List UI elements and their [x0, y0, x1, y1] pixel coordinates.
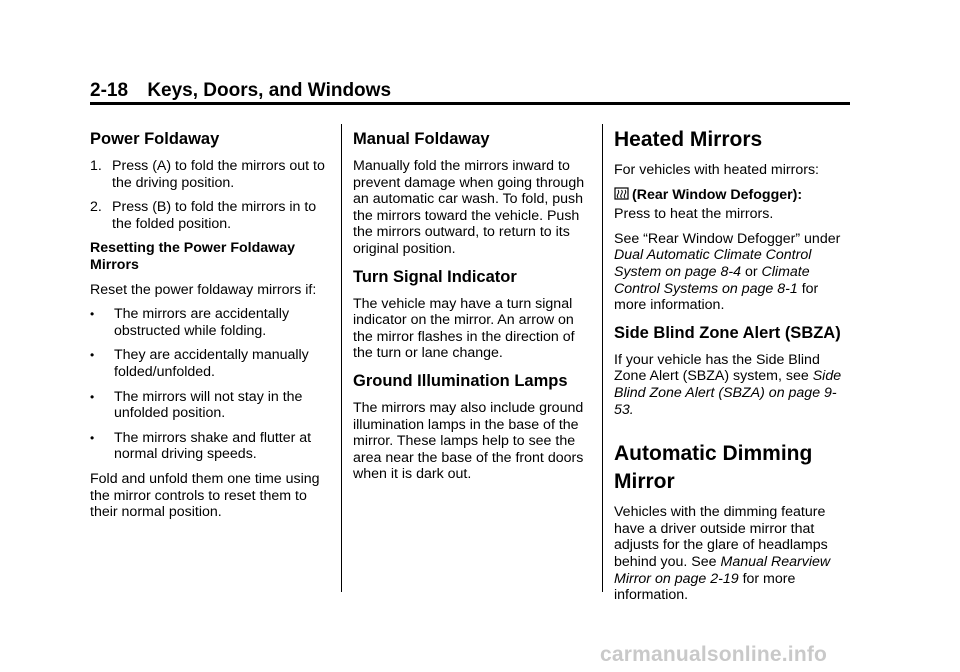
section-title: Keys, Doors, and Windows [147, 80, 392, 101]
sbza-prefix: If your vehicle has the Side Blind Zone Alert (SBZA) system, see [614, 351, 820, 385]
turn-signal-heading: Turn Signal Indicator [353, 267, 517, 286]
resetting-heading: Resetting the Power Foldaway Mirrors [90, 240, 295, 273]
bullet-icon: • [90, 430, 95, 445]
see-suffix: for more information. [614, 280, 819, 314]
sbza-paragraph [614, 352, 854, 418]
fold-text: Fold and unfold them one time using the mirror controls to reset them to their normal position. [90, 470, 320, 521]
auto-dimming-paragraph [614, 504, 854, 604]
defog-paragraph [614, 187, 854, 223]
bullet-list [90, 306, 330, 463]
list-item [90, 158, 330, 191]
auto-suffix: for more information. [614, 570, 796, 604]
list-item [90, 199, 330, 232]
sbza-heading: Side Blind Zone Alert (SBZA) [614, 323, 841, 342]
header-rule [90, 102, 850, 105]
page-header [90, 80, 391, 102]
bullet-text: The mirrors shake and flutter at normal driving speeds. [114, 429, 312, 463]
heated-intro: For vehicles with heated mirrors: [614, 162, 819, 178]
bullet-text: The mirrors are accidentally obstructed while folding. [114, 306, 290, 339]
page-number: 2-18 [90, 80, 129, 101]
column-middle [353, 130, 588, 491]
watermark: carmanualsonline.info [600, 643, 828, 666]
manual-foldaway-text: Manually fold the mirrors inward to prevent damage when going through an automatic car wash. To fold, push the mirrors toward the vehicle. Push the mirrors outward, to return to its original position. [353, 158, 585, 257]
column-left [90, 130, 330, 529]
ground-illumination-text: The mirrors may also include ground illumination lamps in the base of the mirror. These lamps help to see the area near the base of the front doors when it is dark out. [353, 399, 584, 483]
defog-label: (Rear Window Defogger): [632, 186, 803, 203]
auto-dimming-heading: Automatic Dimming Mirror [614, 442, 813, 494]
step-text: Press (B) to fold the mirrors in to the folded position. [112, 199, 317, 232]
auto-prefix: Vehicles with the dimming feature have a driver outside mirror that adjusts for the glare of headlamps behind you. See [614, 504, 828, 570]
list-item [90, 430, 330, 463]
list-item [90, 347, 330, 380]
climate-systems-link[interactable]: Climate Control Systems on page 8-1 [614, 263, 810, 297]
bullet-text: The mirrors will not stay in the unfolded position. [114, 388, 303, 422]
power-foldaway-heading: Power Foldaway [90, 130, 220, 148]
list-item [90, 306, 330, 339]
defog-text: Press to heat the mirrors. [614, 206, 774, 223]
column-right [614, 126, 854, 612]
step-number: 1. [90, 158, 102, 174]
ground-illumination-heading: Ground Illumination Lamps [353, 371, 568, 390]
list-item [90, 389, 330, 422]
climate-control-link[interactable]: Dual Automatic Climate Control System on page 8-4 [614, 247, 812, 280]
reset-intro: Reset the power foldaway mirrors if: [90, 281, 317, 298]
see-paragraph [614, 231, 854, 314]
manual-foldaway-heading: Manual Foldaway [353, 130, 490, 148]
bullet-icon: • [90, 307, 95, 322]
rear-window-defogger-icon [614, 187, 629, 207]
steps-list [90, 158, 330, 232]
bullet-text: They are accidentally manually folded/unfolded. [114, 347, 309, 380]
turn-signal-text: The vehicle may have a turn signal indicator on the mirror. An arrow on the mirror flashes in the direction of the turn or lane change. [353, 295, 575, 362]
see-or: or [744, 263, 758, 280]
rearview-mirror-link[interactable]: Manual Rearview Mirror on page 2-19 [614, 553, 831, 587]
column-divider [602, 124, 603, 592]
step-number: 2. [90, 199, 102, 216]
step-text: Press (A) to fold the mirrors out to the driving position. [112, 158, 325, 191]
heated-mirrors-heading: Heated Mirrors [614, 128, 763, 151]
bullet-icon: • [90, 389, 95, 404]
column-divider [341, 124, 342, 592]
sbza-link[interactable]: Side Blind Zone Alert (SBZA) on page 9-53. [614, 368, 842, 418]
see-prefix: See “Rear Window Defogger” under [614, 230, 841, 247]
bullet-icon: • [90, 348, 95, 363]
